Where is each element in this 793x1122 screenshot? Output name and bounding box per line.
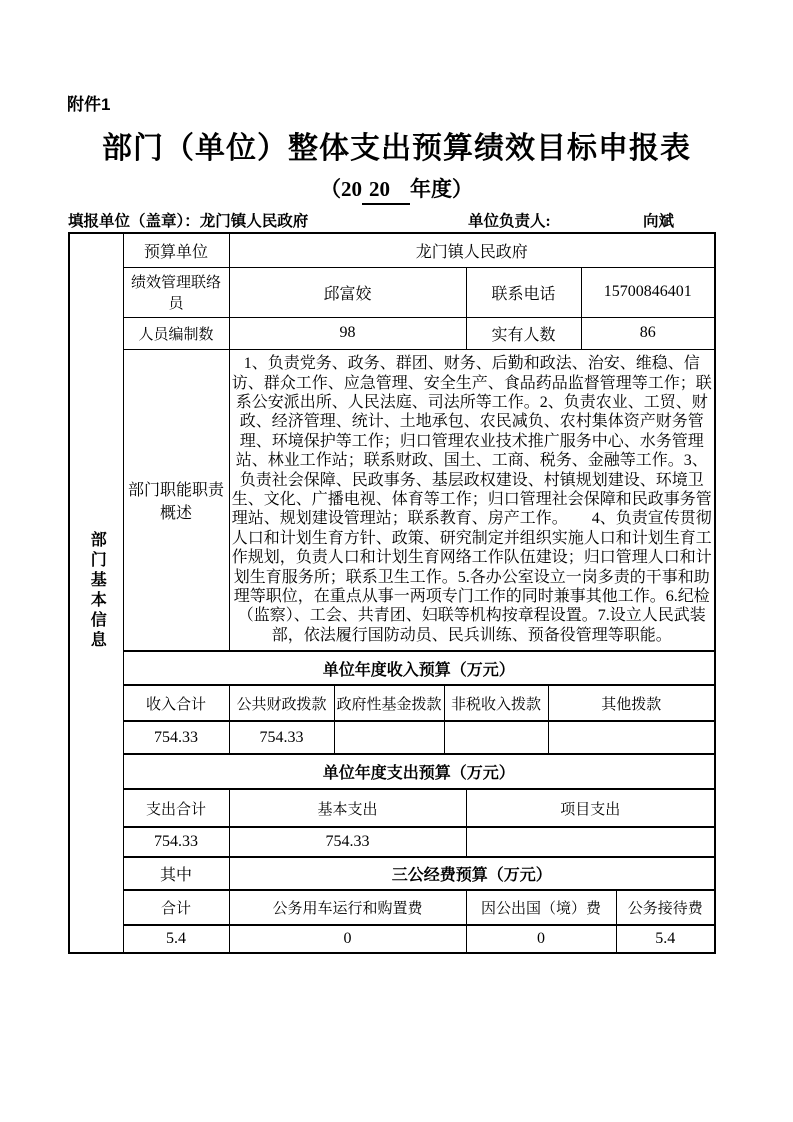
attachment-label: 附件1 [67,95,111,114]
income-value-other [548,721,715,754]
actual-staff-label: 实有人数 [466,317,581,349]
income-header-total: 收入合计 [123,685,229,721]
expenditure-header-total: 支出合计 [123,789,229,827]
three-public-value-vehicle: 0 [229,925,466,953]
filler-unit-label: 填报单位（盖章）： [68,213,200,230]
year-line [0,173,793,205]
liaison-label: 绩效管理联络员 [123,267,229,317]
liaison-name: 邱富姣 [229,267,466,317]
income-header-nontax: 非税收入拨款 [444,685,548,721]
actual-staff-value: 86 [581,317,715,349]
expenditure-value-basic: 754.33 [229,827,466,857]
section-label-text: 部门基本信息 [88,530,106,651]
staff-quota-value: 98 [229,317,466,349]
three-public-header-reception: 公务接待费 [616,890,715,925]
income-header-other: 其他拨款 [548,685,715,721]
budget-unit-label: 预算单位 [123,233,229,267]
three-public-section-title: 三公经费预算（万元） [229,857,715,890]
three-public-value-total: 5.4 [123,925,229,953]
income-header-gov-fund: 政府性基金拨款 [334,685,444,721]
three-public-header-total: 合计 [123,890,229,925]
filler-unit-value: 龙门镇人民政府 [199,213,309,230]
three-public-header-vehicle: 公务用车运行和购置费 [229,890,466,925]
three-public-header-abroad: 因公出国（境）费 [466,890,616,925]
staff-quota-label: 人员编制数 [123,317,229,349]
unit-head-label: 单位负责人: [468,213,551,230]
unit-head-value: 向斌 [643,213,675,230]
year-prefix: （20 [320,177,362,201]
expenditure-header-project: 项目支出 [466,789,715,827]
three-public-value-abroad: 0 [466,925,616,953]
income-section-title: 单位年度收入预算（万元） [123,651,715,685]
expenditure-value-project [466,827,715,857]
expenditure-section-title: 单位年度支出预算（万元） [123,754,715,789]
contact-phone-label: 联系电话 [466,267,581,317]
form-meta-line [68,209,718,231]
page-title: 部门（单位）整体支出预算绩效目标申报表 [102,132,691,165]
budget-unit-value: 龙门镇人民政府 [229,233,715,267]
among-which-label: 其中 [123,857,229,890]
income-value-public-finance: 754.33 [229,721,334,754]
section-label-basic-info [69,233,123,953]
income-value-total: 754.33 [123,721,229,754]
duties-text: 1、负责党务、政务、群团、财务、后勤和政法、治安、维稳、信访、群众工作、应急管理、安全生产、食品药品监督管理等工作；联系公安派出所、人民法庭、司法所等工作。2、负责农业、工贸、财政、经济管理、统计、土地承包、农民减负、农村集体资产财务管理、环境保护等工作；归口管理农业技术推广服务中心、水务管理站、林业工作站；联系财政、国土、工商、税务、金融等工作。3、负责社会保障、民政事务、基层政权建设、村镇规划建设、环境卫生、文化、广播电视、体育等工作；归口管理社会保障和民政事务管理站、规划建设管理站；联系教育、房产工作。 4、负责宣传贯彻人口和计划生育方针、政策、研究制定并组织实施人口和计划生育工作规划，负责人口和计划生育网络工作队伍建设；归口管理人口和计划生育服务所；联系卫生工作。5.各办公室设立一岗多责的干事和助理等职位，在重点从事一两项专门工作的同时兼事其他工作。6.纪检（监察）、工会、共青团、妇联等机构按章程设置。7.设立人民武装部，依法履行国防动员、民兵训练、预备役管理等职能。 [229,349,715,651]
income-header-public-finance: 公共财政拨款 [229,685,334,721]
income-value-gov-fund [334,721,444,754]
duties-label: 部门职能职责概述 [123,349,229,651]
year-value: 20 [362,177,410,205]
expenditure-header-basic: 基本支出 [229,789,466,827]
income-value-nontax [444,721,548,754]
expenditure-value-total: 754.33 [123,827,229,857]
basic-info-table [68,232,716,954]
year-suffix: 年度） [410,177,473,201]
contact-phone-value: 15700846401 [581,267,715,317]
three-public-value-reception: 5.4 [616,925,715,953]
